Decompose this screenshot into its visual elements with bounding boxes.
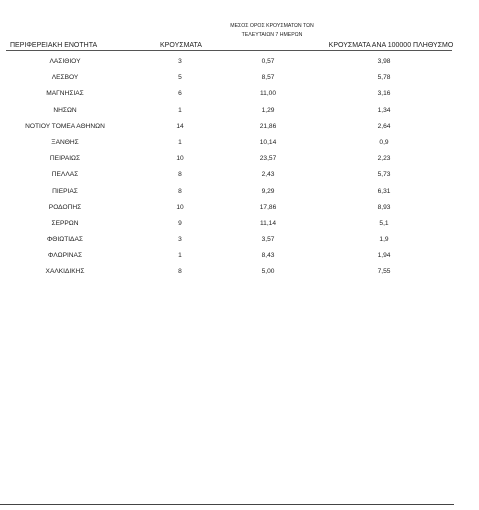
header-region: ΠΕΡΙΦΕΡΕΙΑΚΗ ΕΝΟΤΗΤΑ	[10, 42, 98, 49]
table-row	[0, 155, 479, 171]
cell-cases-per-100k: 1,34	[377, 106, 391, 114]
cell-mean-7-days: 0,57	[261, 58, 275, 65]
cell-region: ΠΕΙΡΑΙΩΣ	[49, 155, 81, 163]
header-mean-line-1: ΜΕΣΟΣ ΟΡΟΣ ΚΡΟΥΣΜΑΤΩΝ ΤΩΝ	[230, 23, 314, 29]
cell-cases: 10	[176, 155, 184, 163]
table-row	[0, 139, 479, 155]
table-row	[0, 220, 479, 236]
cell-cases: 3	[178, 58, 182, 65]
cell-region: ΜΑΓΝΗΣΙΑΣ	[46, 90, 84, 98]
header-mean-line-2: ΤΕΛΕΥΤΑΙΩΝ 7 ΗΜΕΡΩΝ	[241, 32, 303, 38]
cell-cases: 1	[178, 138, 182, 146]
cell-region: ΧΑΛΚΙΔΙΚΗΣ	[45, 268, 85, 276]
cell-cases-per-100k: 1,94	[377, 252, 391, 260]
cell-cases-per-100k: 0,9	[379, 138, 389, 146]
cell-cases: 5	[178, 74, 182, 82]
table-body	[0, 58, 479, 285]
cell-mean-7-days: 17,86	[259, 203, 277, 211]
table-row	[0, 58, 479, 74]
cell-mean-7-days: 3,57	[261, 236, 275, 244]
table-row	[0, 188, 479, 204]
cell-cases-per-100k: 5,78	[377, 74, 391, 82]
cell-cases: 9	[178, 219, 182, 227]
cell-region: ΦΛΩΡΙΝΑΣ	[47, 252, 83, 260]
cell-region: ΠΕΛΛΑΣ	[51, 171, 79, 179]
cell-cases: 1	[178, 252, 182, 260]
cell-cases: 8	[178, 171, 182, 179]
header-divider	[6, 50, 452, 51]
cell-region: ΝΗΣΩΝ	[53, 106, 77, 114]
table-row	[0, 123, 479, 139]
cell-cases-per-100k: 5,73	[377, 171, 391, 179]
cell-cases: 1	[178, 106, 182, 114]
cell-mean-7-days: 8,43	[261, 252, 275, 260]
cell-cases-per-100k: 1,9	[379, 236, 389, 244]
cell-mean-7-days: 11,00	[259, 90, 276, 98]
table-row	[0, 107, 479, 123]
cell-region: ΦΘΙΩΤΙΔΑΣ	[47, 236, 83, 244]
cell-cases: 6	[178, 90, 182, 98]
cell-region: ΞΑΝΘΗΣ	[51, 138, 79, 146]
cell-mean-7-days: 8,57	[261, 74, 275, 82]
table-row	[0, 74, 479, 90]
cell-mean-7-days: 9,29	[261, 187, 275, 195]
table-row	[0, 252, 479, 268]
cell-cases-per-100k: 8,93	[377, 203, 391, 211]
cell-cases: 3	[178, 236, 182, 244]
table-row	[0, 268, 479, 284]
cell-region: ΛΕΣΒΟΥ	[51, 74, 79, 82]
cell-mean-7-days: 11,14	[259, 219, 276, 227]
header-cases: ΚΡΟΥΣΜΑΤΑ	[160, 42, 202, 49]
cell-region: ΛΑΣΙΘΙΟΥ	[49, 58, 81, 65]
table-row	[0, 236, 479, 252]
cell-cases-per-100k: 6,31	[377, 187, 391, 195]
cell-region: ΣΕΡΡΩΝ	[51, 219, 79, 227]
cell-cases-per-100k: 2,64	[377, 122, 391, 130]
cell-region: ΠΙΕΡΙΑΣ	[52, 187, 78, 195]
header-cases-per-100k: ΚΡΟΥΣΜΑΤΑ ΑΝΑ 100000 ΠΛΗΘΥΣΜΟ	[328, 42, 454, 49]
cell-region: ΝΟΤΙΟΥ ΤΟΜΕΑ ΑΘΗΝΩΝ	[25, 122, 105, 130]
cell-cases-per-100k: 3,16	[377, 90, 391, 98]
cell-region: ΡΟΔΟΠΗΣ	[48, 203, 82, 211]
table-row	[0, 204, 479, 220]
cell-cases-per-100k: 3,98	[377, 58, 391, 65]
table-row	[0, 171, 479, 187]
cell-cases: 14	[176, 122, 184, 130]
cell-cases-per-100k: 2,23	[377, 155, 391, 163]
cell-mean-7-days: 5,00	[261, 268, 275, 276]
cell-mean-7-days: 23,57	[259, 155, 277, 163]
cell-cases: 10	[176, 203, 184, 211]
cell-cases: 8	[178, 187, 182, 195]
cell-mean-7-days: 2,43	[261, 171, 275, 179]
header-mean-7-days	[222, 22, 322, 40]
cell-mean-7-days: 10,14	[259, 138, 277, 146]
cell-mean-7-days: 1,29	[261, 106, 275, 114]
cell-cases-per-100k: 7,55	[377, 268, 391, 276]
cell-cases-per-100k: 5,1	[379, 219, 389, 227]
footer-divider	[0, 504, 454, 505]
cell-mean-7-days: 21,86	[259, 122, 277, 130]
cell-cases: 8	[178, 268, 182, 276]
table-row	[0, 90, 479, 106]
